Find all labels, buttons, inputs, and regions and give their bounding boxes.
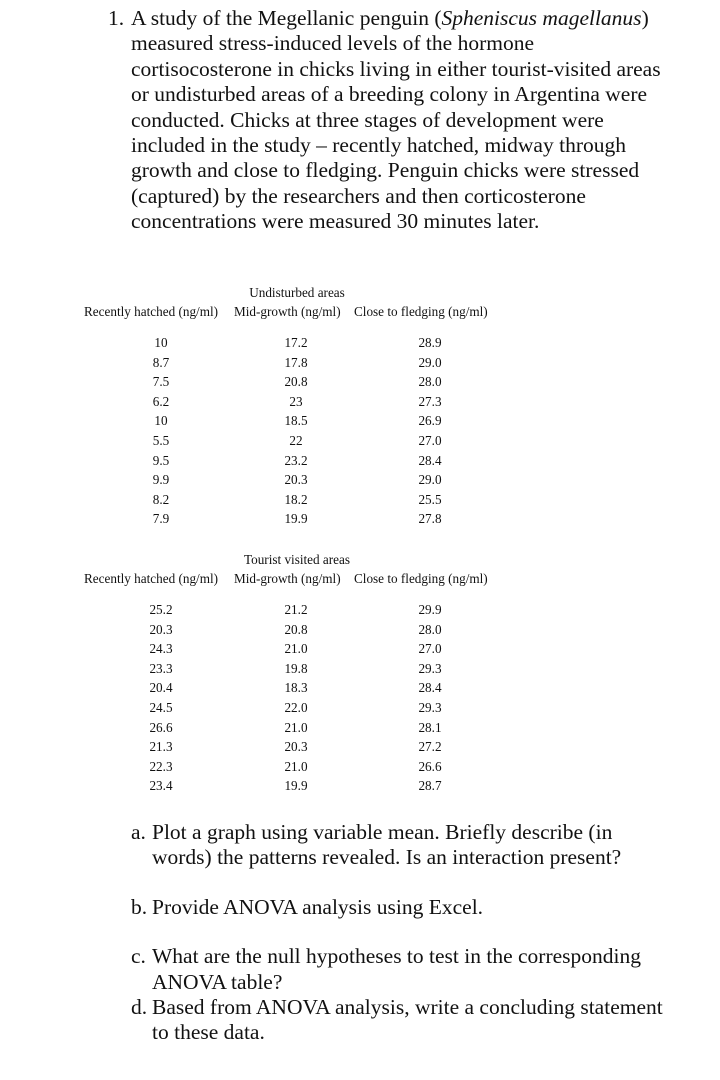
question-text-body: ) measured stress-induced levels of the hormone cortisocosterone in chicks living in either tourist-visited areas or undisturbed areas of a breeding colony in Argentina were conducted. Chicks at three stages of development were included in the study – recently hatched, midway through growth and close to fledging. Penguin chicks were stressed (captured) by the researchers and then corticosterone concentrations were measured 30 minutes later. xyxy=(131,6,661,234)
table-row xyxy=(84,372,524,392)
table-row xyxy=(84,718,524,738)
table-row xyxy=(84,698,524,718)
table-row xyxy=(84,737,524,757)
part-b xyxy=(131,895,671,920)
cell-recently-hatched: 9.5 xyxy=(152,452,170,468)
question-1 xyxy=(108,6,668,235)
cell-mid-growth: 22.0 xyxy=(284,699,308,715)
part-a xyxy=(131,820,671,871)
table-row xyxy=(84,470,524,490)
table-row xyxy=(84,490,524,510)
cell-close-to-fledging: 28.1 xyxy=(418,719,442,735)
cell-close-to-fledging: 25.5 xyxy=(418,491,442,507)
cell-mid-growth: 18.2 xyxy=(284,491,308,507)
part-d xyxy=(131,995,671,1046)
cell-recently-hatched: 7.9 xyxy=(152,511,170,527)
cell-close-to-fledging: 28.7 xyxy=(418,778,442,794)
cell-recently-hatched: 26.6 xyxy=(149,719,173,735)
header-mid-growth: Mid-growth (ng/ml) xyxy=(234,304,341,319)
table-row xyxy=(84,600,524,620)
cell-mid-growth: 22 xyxy=(289,432,303,448)
header-mid-growth: Mid-growth (ng/ml) xyxy=(234,571,341,586)
question-number: 1. xyxy=(108,6,125,30)
cell-mid-growth: 19.9 xyxy=(284,511,308,527)
cell-recently-hatched: 23.3 xyxy=(149,660,173,676)
cell-recently-hatched: 21.3 xyxy=(149,739,173,755)
table-row xyxy=(84,431,524,451)
cell-close-to-fledging: 26.6 xyxy=(418,758,442,774)
cell-close-to-fledging: 28.0 xyxy=(418,621,442,637)
part-letter: c. xyxy=(131,944,146,969)
table-row xyxy=(84,776,524,796)
cell-close-to-fledging: 29.3 xyxy=(418,660,442,676)
cell-recently-hatched: 5.5 xyxy=(152,432,170,448)
part-letter: a. xyxy=(131,820,146,844)
table-title: Undisturbed areas xyxy=(249,285,345,300)
cell-recently-hatched: 22.3 xyxy=(149,758,173,774)
tourist-table xyxy=(84,552,524,796)
table-row xyxy=(84,639,524,659)
cell-close-to-fledging: 28.9 xyxy=(418,335,442,350)
cell-mid-growth: 23.2 xyxy=(284,452,308,468)
table-row xyxy=(84,509,524,529)
part-text: What are the null hypotheses to test in the corresponding ANOVA table? xyxy=(152,944,641,994)
cell-mid-growth: 19.8 xyxy=(284,660,308,676)
cell-close-to-fledging: 27.0 xyxy=(418,432,442,448)
part-c xyxy=(131,944,671,995)
cell-close-to-fledging: 28.4 xyxy=(418,452,442,468)
cell-mid-growth: 20.3 xyxy=(284,739,308,755)
header-close-to-fledging: Close to fledging (ng/ml) xyxy=(354,571,488,586)
cell-mid-growth: 23 xyxy=(289,393,303,409)
undisturbed-table xyxy=(84,285,524,529)
table-row xyxy=(84,411,524,431)
cell-close-to-fledging: 29.0 xyxy=(418,472,442,488)
part-letter: d. xyxy=(131,995,148,1020)
table-row xyxy=(84,333,524,353)
cell-close-to-fledging: 27.8 xyxy=(418,511,442,527)
table-header xyxy=(84,304,524,320)
table-row xyxy=(84,659,524,679)
cell-recently-hatched: 8.7 xyxy=(152,354,170,370)
question-text-intro: A study of the Megellanic penguin ( xyxy=(131,6,442,30)
cell-recently-hatched: 24.5 xyxy=(149,699,173,715)
table-row xyxy=(84,392,524,412)
cell-recently-hatched: 7.5 xyxy=(152,374,170,390)
cell-mid-growth: 18.3 xyxy=(284,680,308,696)
species-name: Spheniscus magellanus xyxy=(441,6,642,30)
cell-mid-growth: 20.3 xyxy=(284,472,308,488)
table-row xyxy=(84,451,524,471)
cell-mid-growth: 20.8 xyxy=(284,621,308,637)
cell-recently-hatched: 24.3 xyxy=(149,641,173,657)
cell-mid-growth: 18.5 xyxy=(284,413,308,429)
cell-recently-hatched: 20.3 xyxy=(149,621,173,637)
part-text: Based from ANOVA analysis, write a concluding statement to these data. xyxy=(152,995,663,1045)
cell-close-to-fledging: 27.2 xyxy=(418,739,442,755)
cell-mid-growth: 17.2 xyxy=(284,335,308,350)
part-text: Provide ANOVA analysis using Excel. xyxy=(152,894,484,919)
cell-mid-growth: 17.8 xyxy=(284,354,308,370)
table-title: Tourist visited areas xyxy=(243,552,350,567)
cell-recently-hatched: 10 xyxy=(154,413,168,429)
cell-mid-growth: 20.8 xyxy=(284,374,308,390)
cell-mid-growth: 21.2 xyxy=(284,602,308,617)
cell-mid-growth: 21.0 xyxy=(284,719,308,735)
cell-close-to-fledging: 29.3 xyxy=(418,699,442,715)
cell-close-to-fledging: 29.9 xyxy=(418,602,442,617)
part-letter: b. xyxy=(131,894,148,919)
header-close-to-fledging: Close to fledging (ng/ml) xyxy=(354,304,488,319)
cell-recently-hatched: 20.4 xyxy=(149,680,173,696)
cell-close-to-fledging: 28.4 xyxy=(418,680,442,696)
cell-recently-hatched: 6.2 xyxy=(152,393,170,409)
table-header xyxy=(84,571,524,587)
part-text: Plot a graph using variable mean. Briefly describe (in words) the patterns revealed. Is an interaction present? xyxy=(152,820,622,870)
cell-close-to-fledging: 29.0 xyxy=(418,354,442,370)
cell-mid-growth: 21.0 xyxy=(284,758,308,774)
table-row xyxy=(84,353,524,373)
header-recently-hatched: Recently hatched (ng/ml) xyxy=(84,304,219,319)
cell-close-to-fledging: 27.3 xyxy=(418,393,442,409)
cell-recently-hatched: 10 xyxy=(154,335,168,350)
cell-mid-growth: 21.0 xyxy=(284,641,308,657)
cell-close-to-fledging: 28.0 xyxy=(418,374,442,390)
question-parts xyxy=(131,820,671,1046)
header-recently-hatched: Recently hatched (ng/ml) xyxy=(84,571,219,586)
cell-recently-hatched: 25.2 xyxy=(149,602,173,617)
cell-recently-hatched: 8.2 xyxy=(152,491,170,507)
table-row xyxy=(84,620,524,640)
table-body xyxy=(84,333,524,529)
table-row xyxy=(84,678,524,698)
cell-close-to-fledging: 26.9 xyxy=(418,413,442,429)
cell-close-to-fledging: 27.0 xyxy=(418,641,442,657)
cell-recently-hatched: 9.9 xyxy=(152,472,170,488)
question-text xyxy=(108,6,668,235)
table-row xyxy=(84,757,524,777)
table-body xyxy=(84,600,524,796)
cell-recently-hatched: 23.4 xyxy=(149,778,173,794)
cell-mid-growth: 19.9 xyxy=(284,778,308,794)
